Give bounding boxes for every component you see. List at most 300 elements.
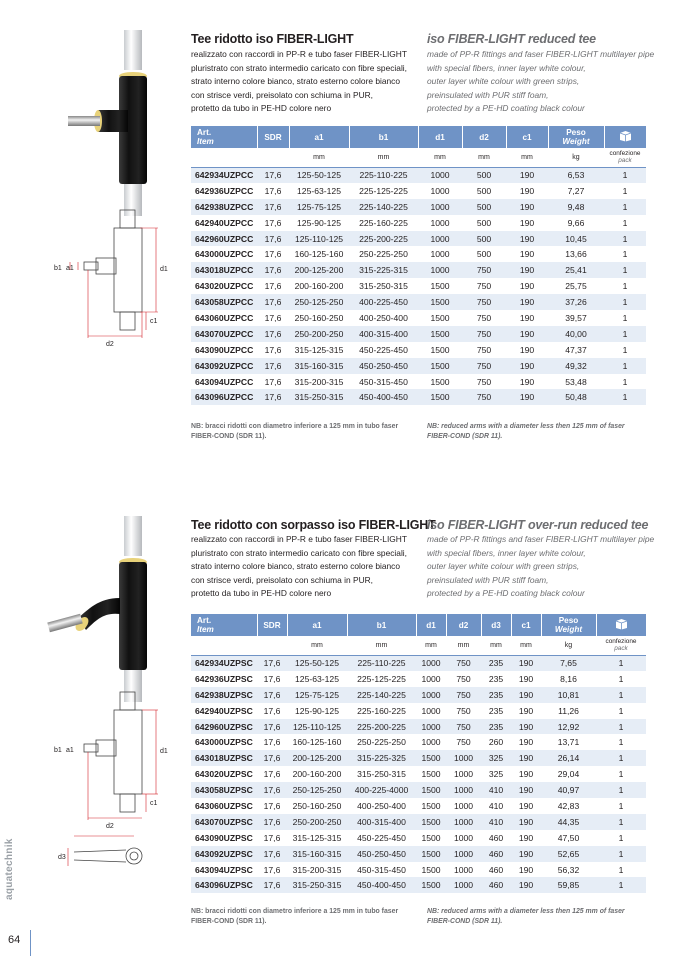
unit-cell-pack [596, 636, 646, 655]
table-cell: 17,6 [257, 814, 287, 830]
table-row [191, 326, 646, 342]
table-cell: 13,66 [548, 246, 604, 262]
table-row [191, 687, 646, 703]
table-cell: 125-50-125 [289, 167, 349, 183]
table-cell: 125-75-125 [287, 687, 347, 703]
units-row [191, 148, 646, 167]
table-cell: 260 [481, 734, 511, 750]
table-cell: 17,6 [257, 231, 289, 247]
item-code: 643090UZPSC [191, 830, 257, 846]
unit-cell [191, 148, 257, 167]
table-cell: 450-225-450 [349, 342, 418, 358]
table-cell: 49,32 [548, 358, 604, 374]
desc-line: protected by a PE-HD coating black colour [427, 588, 585, 599]
table-cell: 750 [446, 719, 481, 735]
table-cell: 1500 [418, 389, 462, 405]
table-cell: 750 [462, 326, 506, 342]
table-cell: 125-90-125 [287, 703, 347, 719]
table-cell: 17,6 [257, 215, 289, 231]
item-code: 643096UZPSC [191, 877, 257, 893]
table-cell: 450-250-450 [347, 846, 416, 862]
table-cell: 235 [481, 655, 511, 671]
note-it [191, 422, 411, 441]
table-cell: 410 [481, 814, 511, 830]
col-header-b1: b1 [347, 614, 416, 636]
item-code: 642938UZPCC [191, 199, 257, 215]
table-cell: 1500 [416, 766, 446, 782]
table-cell: 8,16 [541, 671, 596, 687]
table-cell: 160-125-160 [289, 246, 349, 262]
description-it [191, 48, 407, 116]
table-cell: 190 [511, 766, 541, 782]
table-body [191, 655, 646, 893]
table-cell: 7,65 [541, 655, 596, 671]
table-cell: 190 [511, 687, 541, 703]
table-cell: 225-200-225 [349, 231, 418, 247]
product-section-2 [0, 500, 688, 940]
dim-label-d3: d3 [58, 854, 66, 861]
title-en: iso FIBER-LIGHT over-run reduced tee [427, 518, 649, 532]
dim-label-b1: b1 [54, 747, 62, 754]
table-cell: 17,6 [257, 294, 289, 310]
page-number: 64 [8, 934, 21, 946]
table-cell: 17,6 [257, 278, 289, 294]
table-row [191, 310, 646, 326]
table-cell: 190 [506, 215, 548, 231]
table-cell: 1 [596, 798, 646, 814]
table-cell: 17,6 [257, 358, 289, 374]
description-it [191, 533, 407, 601]
table-cell: 235 [481, 703, 511, 719]
table-cell: 1500 [416, 798, 446, 814]
spec-table [191, 614, 647, 893]
col-header-sdr: SDR [257, 614, 287, 636]
table-cell: 47,37 [548, 342, 604, 358]
table-cell: 190 [511, 655, 541, 671]
table-row [191, 750, 646, 766]
table-cell: 190 [506, 326, 548, 342]
table-cell: 190 [506, 294, 548, 310]
unit-cell: mm [511, 636, 541, 655]
table-row [191, 294, 646, 310]
table-row [191, 846, 646, 862]
table-cell: 1500 [418, 342, 462, 358]
table-cell: 190 [511, 814, 541, 830]
table-cell: 1 [596, 655, 646, 671]
table-cell: 47,50 [541, 830, 596, 846]
item-code: 643000UZPSC [191, 734, 257, 750]
table-row [191, 782, 646, 798]
box-icon [619, 130, 632, 142]
table-cell: 1 [604, 389, 646, 405]
table-cell: 1000 [446, 782, 481, 798]
table-cell: 750 [462, 310, 506, 326]
table-cell: 235 [481, 687, 511, 703]
table-cell: 190 [511, 671, 541, 687]
dim-label-d2: d2 [106, 341, 114, 348]
table-cell: 1000 [418, 262, 462, 278]
desc-line: outer layer white colour with green strips, [427, 76, 580, 87]
table-cell: 1000 [446, 750, 481, 766]
table-cell: 1500 [416, 782, 446, 798]
table-cell: 1 [604, 231, 646, 247]
table-cell: 750 [462, 358, 506, 374]
table-cell: 26,14 [541, 750, 596, 766]
table-cell: 1000 [446, 830, 481, 846]
item-code: 643058UZPCC [191, 294, 257, 310]
table-cell: 400-315-400 [349, 326, 418, 342]
table-cell: 225-125-225 [349, 183, 418, 199]
table-cell: 1 [596, 703, 646, 719]
table-cell: 1 [596, 734, 646, 750]
col-header-a1: a1 [289, 126, 349, 148]
table-cell: 200-125-200 [289, 262, 349, 278]
desc-line: made of PP-R fittings and faser FIBER-LIGHT multilayer pipe [427, 49, 655, 59]
table-cell: 1500 [416, 814, 446, 830]
col-header-weight [541, 614, 596, 636]
table-cell: 17,6 [257, 183, 289, 199]
unit-cell: kg [541, 636, 596, 655]
table-cell: 17,6 [257, 750, 287, 766]
table-cell: 190 [506, 310, 548, 326]
product-photo [38, 28, 183, 218]
note-line: FIBER-COND (SDR 11). [427, 917, 503, 925]
col-header-sdr: SDR [257, 126, 289, 148]
item-code: 643092UZPCC [191, 358, 257, 374]
table-cell: 125-110-125 [287, 719, 347, 735]
note-en [427, 907, 647, 926]
table-cell: 1 [604, 199, 646, 215]
item-code: 643058UZPSC [191, 782, 257, 798]
table-cell: 17,6 [257, 167, 289, 183]
table-row [191, 231, 646, 247]
table-cell: 190 [511, 846, 541, 862]
item-code: 642940UZPSC [191, 703, 257, 719]
item-code: 643090UZPCC [191, 342, 257, 358]
table-cell: 1 [596, 766, 646, 782]
table-cell: 235 [481, 719, 511, 735]
table-row [191, 655, 646, 671]
table-cell: 17,6 [257, 687, 287, 703]
table-cell: 50,48 [548, 389, 604, 405]
table-cell: 17,6 [257, 782, 287, 798]
table-cell: 190 [506, 167, 548, 183]
units-row [191, 636, 646, 655]
table-cell: 17,6 [257, 246, 289, 262]
unit-confezione: confezione [605, 637, 637, 645]
table-cell: 1 [604, 358, 646, 374]
unit-cell: mm [347, 636, 416, 655]
table-cell: 500 [462, 231, 506, 247]
table-cell: 40,97 [541, 782, 596, 798]
table-cell: 315-160-315 [289, 358, 349, 374]
table-cell: 500 [462, 246, 506, 262]
table-cell: 400-315-400 [347, 814, 416, 830]
item-code: 643094UZPCC [191, 374, 257, 390]
table-cell: 400-225-4000 [347, 782, 416, 798]
table-cell: 1 [604, 246, 646, 262]
table-cell: 1500 [418, 294, 462, 310]
title-en: iso FIBER-LIGHT reduced tee [427, 32, 596, 46]
table-cell: 1500 [416, 862, 446, 878]
desc-line: with special fibers, inner layer white colour, [427, 547, 586, 558]
table-row [191, 671, 646, 687]
table-cell: 460 [481, 862, 511, 878]
col-header-weight-en: Weight [562, 137, 590, 146]
table-row [191, 358, 646, 374]
unit-pack: pack [614, 645, 628, 653]
table-cell: 1 [596, 814, 646, 830]
table-cell: 750 [462, 389, 506, 405]
table-cell: 1 [596, 719, 646, 735]
table-cell: 190 [506, 183, 548, 199]
table-cell: 1000 [416, 719, 446, 735]
table-cell: 1000 [446, 798, 481, 814]
table-cell: 190 [506, 262, 548, 278]
item-code: 643018UZPSC [191, 750, 257, 766]
description-en [427, 533, 654, 601]
table-cell: 125-110-125 [289, 231, 349, 247]
table-cell: 190 [506, 374, 548, 390]
table-cell: 1000 [446, 846, 481, 862]
table-cell: 750 [462, 342, 506, 358]
desc-line: strato interno colore bianco, strato esterno colore bianco [191, 76, 401, 87]
table-cell: 1000 [416, 655, 446, 671]
table-cell: 39,57 [548, 310, 604, 326]
note-line: NB: reduced arms with a diameter less then 125 mm of faser [427, 908, 625, 915]
table-cell: 25,75 [548, 278, 604, 294]
table-cell: 190 [506, 231, 548, 247]
header-row [191, 614, 646, 636]
table-cell: 450-250-450 [349, 358, 418, 374]
table-cell: 750 [446, 671, 481, 687]
dimension-diagram [40, 690, 190, 880]
unit-cell-pack [604, 148, 646, 167]
table-cell: 1500 [418, 374, 462, 390]
desc-line: made of PP-R fittings and faser FIBER-LIGHT multilayer pipe [427, 534, 655, 544]
item-code: 642936UZPSC [191, 671, 257, 687]
desc-line: realizzato con raccordi in PP-R e tubo faser FIBER-LIGHT [191, 49, 407, 59]
table-row [191, 167, 646, 183]
table-cell: 1000 [416, 687, 446, 703]
table-cell: 1500 [418, 358, 462, 374]
table-cell: 190 [511, 798, 541, 814]
item-code: 643096UZPCC [191, 389, 257, 405]
table-cell: 315-125-315 [287, 830, 347, 846]
table-row [191, 246, 646, 262]
table-cell: 225-140-225 [347, 687, 416, 703]
table-cell: 750 [446, 655, 481, 671]
table-cell: 190 [511, 719, 541, 735]
table-cell: 460 [481, 830, 511, 846]
title-it: Tee ridotto iso FIBER-LIGHT [191, 32, 354, 46]
item-code: 643020UZPSC [191, 766, 257, 782]
table-row [191, 703, 646, 719]
col-header-peso: Peso [558, 616, 579, 625]
unit-cell: mm [462, 148, 506, 167]
table-cell: 190 [511, 862, 541, 878]
table-cell: 17,6 [257, 310, 289, 326]
box-icon [615, 618, 628, 630]
table-cell: 125-63-125 [287, 671, 347, 687]
table-cell: 235 [481, 671, 511, 687]
table-row [191, 262, 646, 278]
table-row [191, 877, 646, 893]
table-cell: 225-200-225 [347, 719, 416, 735]
table-cell: 225-160-225 [349, 215, 418, 231]
table-cell: 460 [481, 877, 511, 893]
table-cell: 1000 [446, 862, 481, 878]
col-header-d1: d1 [416, 614, 446, 636]
table-cell: 750 [462, 294, 506, 310]
table-cell: 410 [481, 798, 511, 814]
dimension-diagram [40, 200, 190, 350]
table-cell: 750 [446, 687, 481, 703]
table-cell: 59,85 [541, 877, 596, 893]
table-cell: 450-315-450 [349, 374, 418, 390]
table-cell: 10,45 [548, 231, 604, 247]
unit-cell: mm [418, 148, 462, 167]
item-code: 642936UZPCC [191, 183, 257, 199]
table-cell: 190 [506, 342, 548, 358]
table-cell: 315-250-315 [287, 877, 347, 893]
table-cell: 250-125-250 [287, 782, 347, 798]
spec-table [191, 126, 647, 405]
table-cell: 1000 [446, 814, 481, 830]
item-code: 642940UZPCC [191, 215, 257, 231]
table-cell: 125-63-125 [289, 183, 349, 199]
table-cell: 400-250-400 [347, 798, 416, 814]
col-header-c1: c1 [511, 614, 541, 636]
table-cell: 190 [506, 199, 548, 215]
col-header-a1: a1 [287, 614, 347, 636]
table-cell: 190 [511, 877, 541, 893]
table-cell: 125-50-125 [287, 655, 347, 671]
table-cell: 315-225-325 [347, 750, 416, 766]
table-row [191, 798, 646, 814]
unit-pack: pack [618, 157, 632, 165]
table-cell: 11,26 [541, 703, 596, 719]
table-cell: 1500 [418, 278, 462, 294]
item-code: 643000UZPCC [191, 246, 257, 262]
item-code: 643070UZPCC [191, 326, 257, 342]
note-line: NB: bracci ridotti con diametro inferiore a 125 mm in tubo faser [191, 423, 399, 430]
table-row [191, 342, 646, 358]
desc-line: preinsulated with PUR stiff foam, [427, 574, 549, 585]
dim-label-a1: a1 [66, 265, 74, 272]
note-line: FIBER-COND (SDR 11). [427, 432, 503, 440]
table-cell: 1 [596, 750, 646, 766]
table-cell: 500 [462, 167, 506, 183]
table-cell: 315-250-315 [289, 389, 349, 405]
table-cell: 1000 [416, 703, 446, 719]
unit-cell: mm [349, 148, 418, 167]
table-row [191, 814, 646, 830]
desc-line: pluristrato con strato intermedio caricato con fibre speciali, [191, 547, 407, 558]
table-cell: 1000 [418, 183, 462, 199]
desc-line: con strisce verdi, preisolato con schiuma in PUR, [191, 89, 373, 100]
table-row [191, 830, 646, 846]
table-cell: 315-250-315 [349, 278, 418, 294]
table-cell: 200-125-200 [287, 750, 347, 766]
item-code: 643018UZPCC [191, 262, 257, 278]
desc-line: preinsulated with PUR stiff foam, [427, 89, 549, 100]
table-cell: 450-400-450 [347, 877, 416, 893]
unit-confezione: confezione [609, 149, 641, 157]
table-cell: 125-75-125 [289, 199, 349, 215]
item-code: 643070UZPSC [191, 814, 257, 830]
table-cell: 29,04 [541, 766, 596, 782]
unit-cell: kg [548, 148, 604, 167]
table-cell: 750 [446, 734, 481, 750]
col-header-weight [548, 126, 604, 148]
table-cell: 6,53 [548, 167, 604, 183]
table-cell: 1000 [418, 231, 462, 247]
table-cell: 1 [604, 278, 646, 294]
table-cell: 1500 [416, 877, 446, 893]
table-cell: 17,6 [257, 877, 287, 893]
table-cell: 1 [604, 342, 646, 358]
table-cell: 460 [481, 846, 511, 862]
col-header-item [191, 126, 257, 148]
table-row [191, 862, 646, 878]
page-number-divider [30, 930, 31, 956]
table-row [191, 215, 646, 231]
note-line: NB: reduced arms with a diameter less then 125 mm of faser [427, 423, 625, 430]
dim-label-d2: d2 [106, 823, 114, 830]
table-cell: 1000 [416, 734, 446, 750]
table-cell: 200-160-200 [289, 278, 349, 294]
table-cell: 500 [462, 183, 506, 199]
table-cell: 12,92 [541, 719, 596, 735]
table-cell: 17,6 [257, 655, 287, 671]
col-header-item-en: Item [197, 625, 214, 634]
table-cell: 190 [511, 703, 541, 719]
table-cell: 160-125-160 [287, 734, 347, 750]
table-cell: 400-250-400 [349, 310, 418, 326]
col-header-b1: b1 [349, 126, 418, 148]
table-cell: 1 [596, 830, 646, 846]
table-body [191, 167, 646, 405]
table-cell: 40,00 [548, 326, 604, 342]
col-header-item [191, 614, 257, 636]
table-cell: 17,6 [257, 798, 287, 814]
table-cell: 225-125-225 [347, 671, 416, 687]
table-cell: 17,6 [257, 862, 287, 878]
table-cell: 315-160-315 [287, 846, 347, 862]
unit-cell [257, 148, 289, 167]
table-cell: 225-110-225 [347, 655, 416, 671]
note-line: FIBER-COND (SDR 11). [191, 917, 267, 925]
item-code: 643060UZPSC [191, 798, 257, 814]
table-cell: 190 [511, 734, 541, 750]
table-cell: 17,6 [257, 199, 289, 215]
item-code: 642960UZPSC [191, 719, 257, 735]
table-cell: 1 [604, 326, 646, 342]
table-cell: 500 [462, 199, 506, 215]
table-cell: 7,27 [548, 183, 604, 199]
table-cell: 410 [481, 782, 511, 798]
table-cell: 1 [596, 782, 646, 798]
item-code: 643060UZPCC [191, 310, 257, 326]
table-cell: 17,6 [257, 262, 289, 278]
item-code: 643020UZPCC [191, 278, 257, 294]
table-cell: 750 [462, 262, 506, 278]
table-cell: 200-160-200 [287, 766, 347, 782]
col-header-d2: d2 [462, 126, 506, 148]
col-header-item-en: Item [197, 137, 214, 146]
desc-line: realizzato con raccordi in PP-R e tubo faser FIBER-LIGHT [191, 534, 407, 544]
